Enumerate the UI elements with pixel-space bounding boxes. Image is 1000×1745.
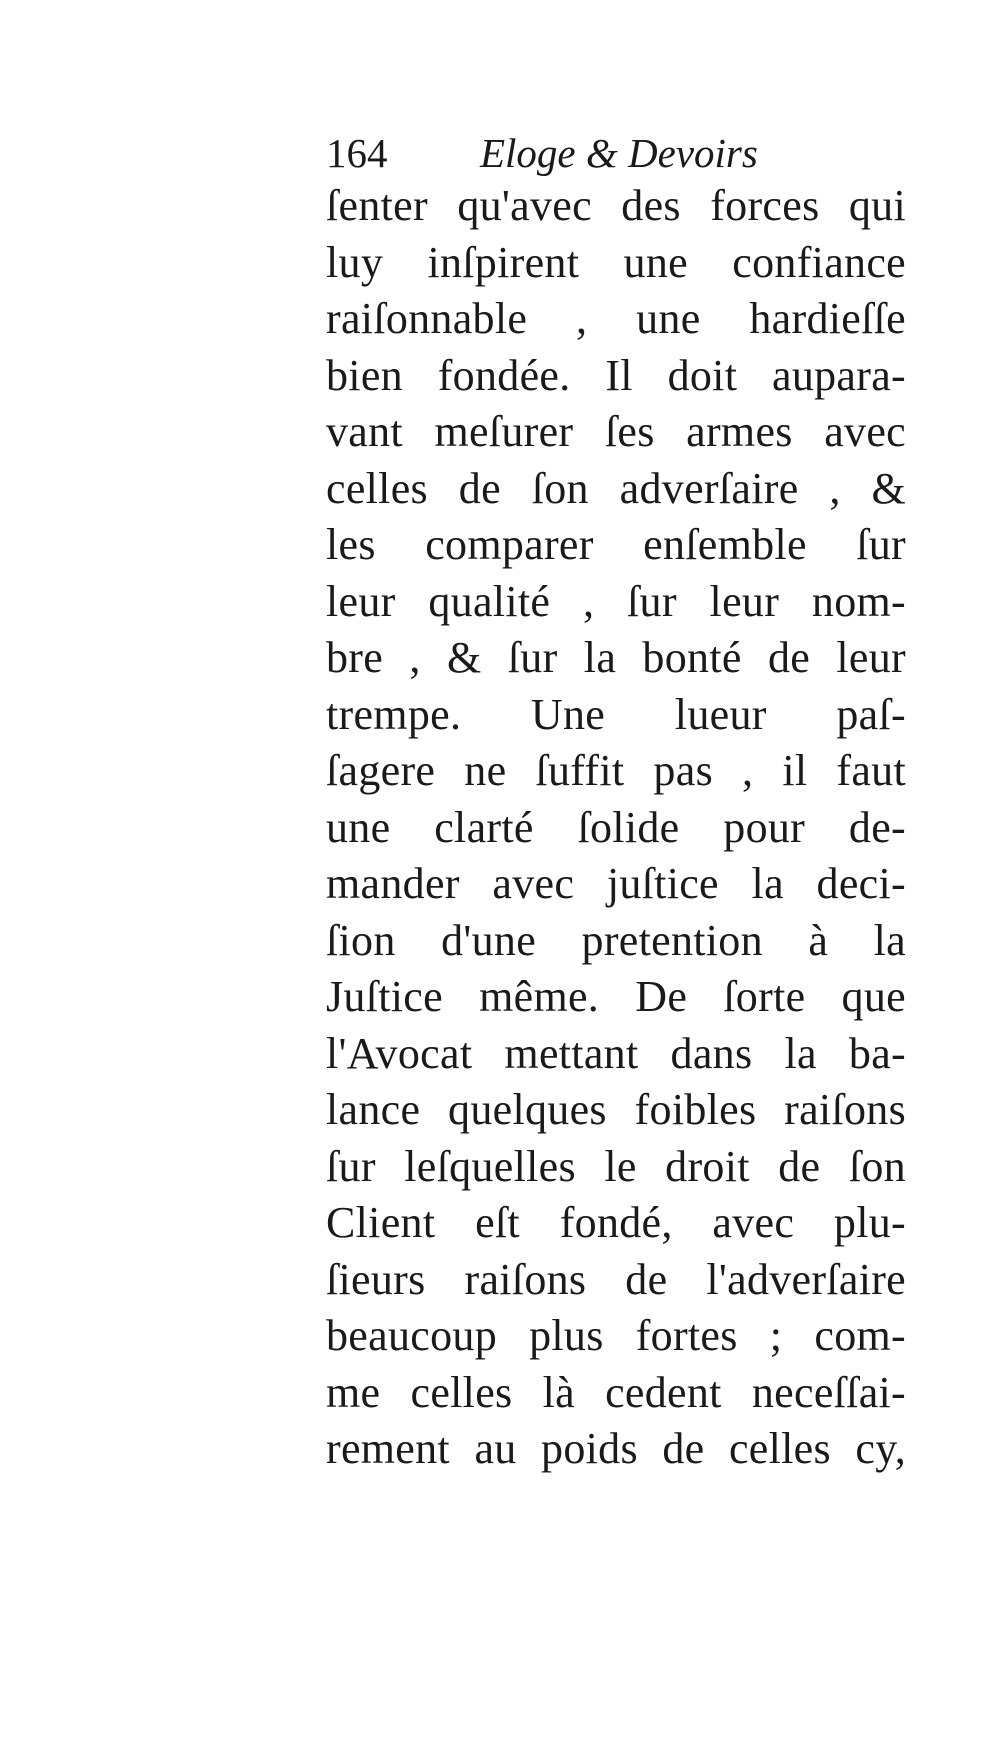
text-line: lance quelques foibles raiſons: [326, 1085, 906, 1134]
text-line: vant meſurer ſes armes avec: [326, 407, 906, 456]
text-line: rement au poids de celles cy,: [326, 1424, 906, 1473]
text-line: bre , & ſur la bonté de leur: [326, 633, 906, 682]
text-line: trempe. Une lueur paſ-: [326, 689, 906, 739]
text-line: Client eſt fondé, avec plu-: [326, 1198, 906, 1247]
running-head: [326, 128, 906, 178]
text-line: beaucoup plus fortes ; com-: [326, 1311, 906, 1360]
text-line: mander avec juſtice la deci-: [326, 859, 906, 908]
text-line: luy inſpirent une confiance: [326, 237, 906, 287]
text-line: ſion d'une pretention à la: [326, 915, 906, 965]
text-line: une clarté ſolide pour de-: [326, 802, 906, 852]
text-line: Juſtice même. De ſorte que: [326, 972, 906, 1021]
text-line: me celles là cedent neceſſai-: [326, 1367, 906, 1417]
running-title: Eloge & Devoirs: [480, 130, 758, 176]
body-text: [326, 178, 906, 1478]
text-line: ſagere ne ſuffit pas , il faut: [326, 746, 906, 795]
page-number: 164: [326, 130, 388, 176]
text-line: raiſonnable , une hardieſſe: [326, 294, 906, 343]
text-line: ſur leſquelles le droit de ſon: [326, 1141, 906, 1191]
text-line: celles de ſon adverſaire , &: [326, 463, 906, 513]
text-line: ſieurs raiſons de l'adverſaire: [326, 1254, 906, 1304]
text-line: l'Avocat mettant dans la ba-: [326, 1028, 906, 1078]
text-line: ſenter qu'avec des forces qui: [326, 181, 906, 230]
text-line: bien fondée. Il doit aupara-: [326, 350, 906, 400]
text-line: leur qualité , ſur leur nom-: [326, 576, 906, 626]
text-line: les comparer enſemble ſur: [326, 520, 906, 569]
